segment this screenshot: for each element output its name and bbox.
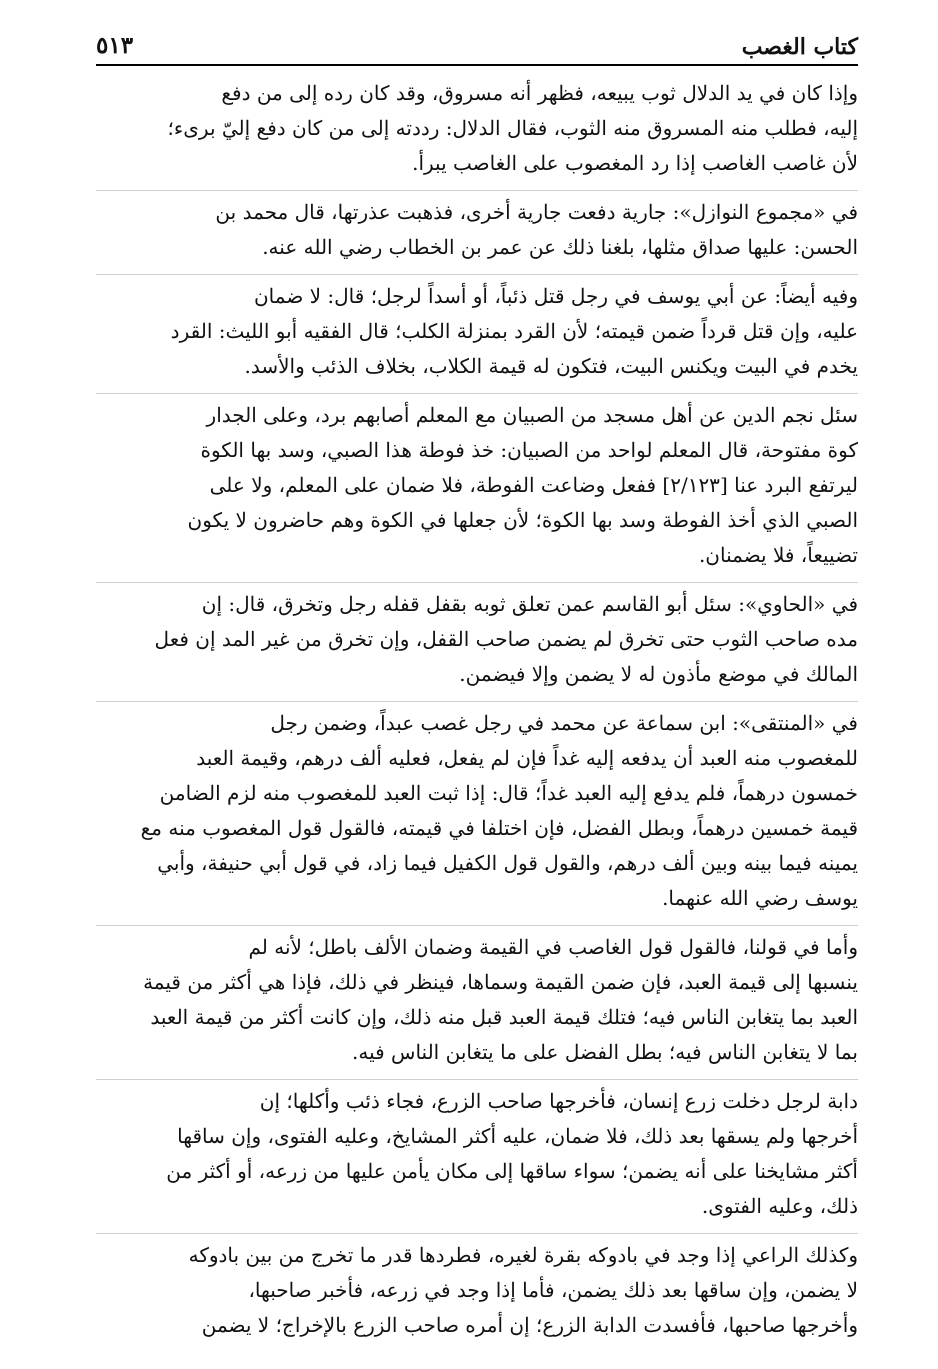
text-line: مده صاحب الثوب حتى تخرق لم يضمن صاحب القفل، وإن تخرق من غير المد إن فعل [154, 627, 858, 651]
text-line: يمينه فيما بينه وبين ألف درهم، والقول قول الكفيل فيما زاد، في قول أبي حنيفة، وأبي [157, 851, 858, 875]
text-line: في «الحاوي»: سئل أبو القاسم عمن تعلق ثوبه بقفل قفله رجل وتخرق، قال: إن [201, 592, 858, 616]
text-line: في «مجموع النوازل»: جارية دفعت جارية أخرى، فذهبت عذرتها، قال محمد بن [215, 200, 858, 224]
text-line: الصبي الذي أخذ الفوطة وسد بها الكوة؛ لأن جعلها في الكوة وهم حاضرون لا يكون [187, 508, 858, 532]
text-line: الحسن: عليها صداق مثلها، بلغنا ذلك عن عمر بن الخطاب رضي الله عنه. [262, 235, 858, 259]
text-line: تضييعاً، فلا يضمنان. [698, 543, 858, 567]
text-line: دابة لرجل دخلت زرع إنسان، فأخرجها صاحب الزرع، فجاء ذئب وأكلها؛ إن [259, 1089, 858, 1113]
text-line: سئل نجم الدين عن أهل مسجد من الصبيان مع المعلم أصابهم برد، وعلى الجدار [206, 403, 858, 427]
paragraph [96, 76, 858, 190]
paragraph [96, 1079, 858, 1233]
running-title: كتاب الغصب [741, 34, 858, 60]
page-header [96, 28, 858, 66]
paragraph [96, 701, 858, 925]
text-line: بما لا يتغابن الناس فيه؛ بطل الفضل على ما يتغابن الناس فيه. [352, 1040, 858, 1064]
text-line: المالك في موضع مأذون له لا يضمن وإلا فيضمن. [459, 662, 858, 686]
text-line: وأما في قولنا، فالقول قول الغاصب في القيمة وضمان الألف باطل؛ لأنه لم [248, 935, 858, 959]
paragraph [96, 582, 858, 701]
text-line: أكثر مشايخنا على أنه يضمن؛ سواء ساقها إلى مكان يأمن عليها من زرعه، أو أكثر من [166, 1159, 858, 1183]
text-line: قيمة خمسين درهماً، وبطل الفضل، فإن اختلفا في قيمته، فالقول قول المغصوب منه مع [140, 816, 858, 840]
text-line: في «المنتقى»: ابن سماعة عن محمد في رجل غصب عبداً، وضمن رجل [270, 711, 858, 735]
text-line: ينسبها إلى قيمة العبد، فإن ضمن القيمة وسماها، فينظر في ذلك، فإذا هي أكثر من قيمة [143, 970, 858, 994]
text-line: للمغصوب منه العبد أن يدفعه إليه غداً فإن لم يفعل، فعليه ألف درهم، وقيمة العبد [196, 746, 858, 770]
paragraph [96, 1233, 858, 1352]
text-line: لأن غاصب الغاصب إذا رد المغصوب على الغاصب يبرأ. [412, 151, 858, 175]
paragraph [96, 190, 858, 274]
text-line: إليه، فطلب منه المسروق منه الثوب، فقال الدلال: رددته إلى من كان دفع إليّ برىء؛ [167, 116, 858, 140]
paragraph [96, 393, 858, 582]
text-line: خمسون درهماً، فلم يدفع إليه العبد غداً؛ قال: إذا ثبت العبد للمغصوب منه لزم الضامن [159, 781, 858, 805]
text-line: وكذلك الراعي إذا وجد في بادوكه بقرة لغيره، فطردها قدر ما تخرج من بين بادوكه [188, 1243, 858, 1267]
text-line: ليرتفع البرد عنا [٢/١٢٣] ففعل وضاعت الفوطة، فلا ضمان على المعلم، ولا على [209, 473, 858, 497]
text-line: وفيه أيضاً: عن أبي يوسف في رجل قتل ذئباً، أو أسداً لرجل؛ قال: لا ضمان [253, 284, 858, 308]
text-line: عليه، وإن قتل قرداً ضمن قيمته؛ لأن القرد بمنزلة الكلب؛ قال الفقيه أبو الليث: القرد [170, 319, 858, 343]
text-line: العبد بما يتغابن الناس فيه؛ فتلك قيمة العبد قبل منه ذلك، وإن كانت أكثر من قيمة العبد [150, 1005, 858, 1029]
paragraph [96, 925, 858, 1079]
paragraph [96, 274, 858, 393]
text-line: كوة مفتوحة، قال المعلم لواحد من الصبيان: خذ فوطة هذا الصبي، وسد بها الكوة [200, 438, 858, 462]
text-line: يخدم في البيت ويكنس البيت، فتكون له قيمة الكلاب، بخلاف الذئب والأسد. [244, 354, 858, 378]
text-line: وأخرجها صاحبها، فأفسدت الدابة الزرع؛ إن أمره صاحب الزرع بالإخراج؛ لا يضمن [201, 1313, 858, 1337]
text-line: يوسف رضي الله عنهما. [662, 886, 858, 910]
text-line: ذلك، وعليه الفتوى. [701, 1194, 858, 1218]
text-line: وإذا كان في يد الدلال ثوب يبيعه، فظهر أنه مسروق، وقد كان رده إلى من دفع [221, 81, 858, 105]
text-line: لا يضمن، وإن ساقها بعد ذلك يضمن، فأما إذا وجد في زرعه، فأخبر صاحبها، [248, 1278, 858, 1302]
page-number: ٥١٣ [96, 32, 134, 59]
body-text [96, 76, 858, 1352]
text-line: أخرجها ولم يسقها بعد ذلك، فلا ضمان، عليه أكثر المشايخ، وعليه الفتوى، وإن ساقها [177, 1124, 858, 1148]
